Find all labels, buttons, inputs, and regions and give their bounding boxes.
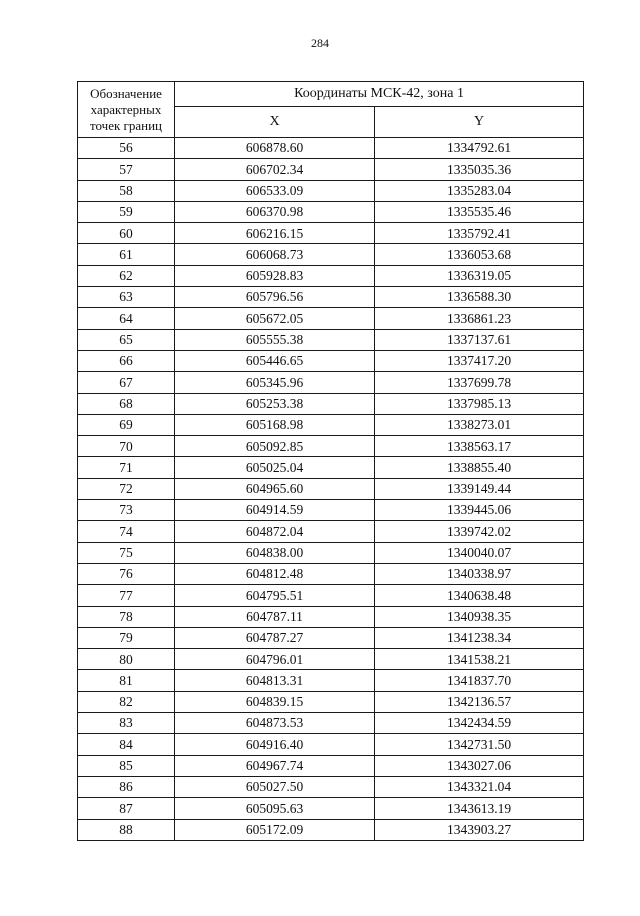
x-coordinate-cell: 604872.04 [175, 521, 375, 542]
table-row [78, 287, 584, 308]
table-row [78, 138, 584, 159]
y-coordinate-cell: 1342731.50 [375, 734, 584, 755]
table-row [78, 649, 584, 670]
table-row [78, 798, 584, 819]
y-coordinate-cell: 1336053.68 [375, 244, 584, 265]
y-coordinate-cell: 1340638.48 [375, 585, 584, 606]
table-body [78, 138, 584, 841]
x-coordinate-cell: 604812.48 [175, 563, 375, 584]
table-row [78, 159, 584, 180]
table-row [78, 627, 584, 648]
point-cell: 56 [78, 138, 175, 159]
table-row [78, 776, 584, 797]
table-row [78, 606, 584, 627]
x-column-header: X [175, 107, 375, 138]
x-coordinate-cell: 604967.74 [175, 755, 375, 776]
y-coordinate-cell: 1336588.30 [375, 287, 584, 308]
point-cell: 86 [78, 776, 175, 797]
x-coordinate-cell: 604914.59 [175, 500, 375, 521]
table-header [78, 82, 584, 138]
point-cell: 66 [78, 350, 175, 371]
y-coordinate-cell: 1341238.34 [375, 627, 584, 648]
table-row [78, 223, 584, 244]
table-row [78, 414, 584, 435]
x-coordinate-cell: 604795.51 [175, 585, 375, 606]
y-column-header: Y [375, 107, 584, 138]
point-cell: 84 [78, 734, 175, 755]
y-coordinate-cell: 1339149.44 [375, 478, 584, 499]
x-coordinate-cell: 605253.38 [175, 393, 375, 414]
y-coordinate-cell: 1343613.19 [375, 798, 584, 819]
y-coordinate-cell: 1335035.36 [375, 159, 584, 180]
table-row [78, 585, 584, 606]
x-coordinate-cell: 605092.85 [175, 436, 375, 457]
point-cell: 81 [78, 670, 175, 691]
table-row [78, 542, 584, 563]
y-coordinate-cell: 1342434.59 [375, 713, 584, 734]
table-row [78, 691, 584, 712]
point-cell: 65 [78, 329, 175, 350]
x-coordinate-cell: 605168.98 [175, 414, 375, 435]
point-cell: 68 [78, 393, 175, 414]
x-coordinate-cell: 604787.27 [175, 627, 375, 648]
table-row [78, 350, 584, 371]
x-coordinate-cell: 606068.73 [175, 244, 375, 265]
y-coordinate-cell: 1338563.17 [375, 436, 584, 457]
table-row [78, 670, 584, 691]
table-row [78, 244, 584, 265]
table-row [78, 734, 584, 755]
table-row [78, 265, 584, 286]
x-coordinate-cell: 606370.98 [175, 201, 375, 222]
y-coordinate-cell: 1340040.07 [375, 542, 584, 563]
table-row [78, 478, 584, 499]
points-column-header: Обозначение характерных точек границ [78, 82, 175, 138]
x-coordinate-cell: 604787.11 [175, 606, 375, 627]
y-coordinate-cell: 1339445.06 [375, 500, 584, 521]
y-coordinate-cell: 1342136.57 [375, 691, 584, 712]
point-cell: 74 [78, 521, 175, 542]
x-coordinate-cell: 606878.60 [175, 138, 375, 159]
point-cell: 57 [78, 159, 175, 180]
x-coordinate-cell: 604839.15 [175, 691, 375, 712]
point-cell: 59 [78, 201, 175, 222]
x-coordinate-cell: 605025.04 [175, 457, 375, 478]
y-coordinate-cell: 1337417.20 [375, 350, 584, 371]
point-cell: 58 [78, 180, 175, 201]
y-coordinate-cell: 1337137.61 [375, 329, 584, 350]
y-coordinate-cell: 1335792.41 [375, 223, 584, 244]
y-coordinate-cell: 1338855.40 [375, 457, 584, 478]
table-row [78, 563, 584, 584]
x-coordinate-cell: 605172.09 [175, 819, 375, 840]
table-row [78, 500, 584, 521]
y-coordinate-cell: 1335283.04 [375, 180, 584, 201]
point-cell: 82 [78, 691, 175, 712]
coordinates-table [77, 81, 584, 841]
x-coordinate-cell: 605027.50 [175, 776, 375, 797]
table-row [78, 819, 584, 840]
x-coordinate-cell: 605796.56 [175, 287, 375, 308]
point-cell: 79 [78, 627, 175, 648]
point-cell: 67 [78, 372, 175, 393]
x-coordinate-cell: 604873.53 [175, 713, 375, 734]
table-row [78, 393, 584, 414]
point-cell: 60 [78, 223, 175, 244]
table-row [78, 372, 584, 393]
point-cell: 75 [78, 542, 175, 563]
y-coordinate-cell: 1343321.04 [375, 776, 584, 797]
point-cell: 80 [78, 649, 175, 670]
table-row [78, 180, 584, 201]
table-row [78, 521, 584, 542]
table-row [78, 436, 584, 457]
y-coordinate-cell: 1338273.01 [375, 414, 584, 435]
x-coordinate-cell: 605928.83 [175, 265, 375, 286]
table-row [78, 308, 584, 329]
point-cell: 73 [78, 500, 175, 521]
x-coordinate-cell: 604796.01 [175, 649, 375, 670]
x-coordinate-cell: 605446.65 [175, 350, 375, 371]
y-coordinate-cell: 1341538.21 [375, 649, 584, 670]
y-coordinate-cell: 1336861.23 [375, 308, 584, 329]
point-cell: 64 [78, 308, 175, 329]
point-cell: 83 [78, 713, 175, 734]
point-cell: 62 [78, 265, 175, 286]
point-cell: 69 [78, 414, 175, 435]
x-coordinate-cell: 605672.05 [175, 308, 375, 329]
table-row [78, 201, 584, 222]
point-cell: 78 [78, 606, 175, 627]
y-coordinate-cell: 1343027.06 [375, 755, 584, 776]
x-coordinate-cell: 606216.15 [175, 223, 375, 244]
x-coordinate-cell: 606702.34 [175, 159, 375, 180]
x-coordinate-cell: 605555.38 [175, 329, 375, 350]
point-cell: 72 [78, 478, 175, 499]
y-coordinate-cell: 1340338.97 [375, 563, 584, 584]
point-cell: 63 [78, 287, 175, 308]
table-row [78, 755, 584, 776]
page-number: 284 [311, 36, 329, 50]
point-cell: 70 [78, 436, 175, 457]
x-coordinate-cell: 605095.63 [175, 798, 375, 819]
y-coordinate-cell: 1335535.46 [375, 201, 584, 222]
y-coordinate-cell: 1339742.02 [375, 521, 584, 542]
point-cell: 76 [78, 563, 175, 584]
point-cell: 61 [78, 244, 175, 265]
point-cell: 71 [78, 457, 175, 478]
y-coordinate-cell: 1334792.61 [375, 138, 584, 159]
y-coordinate-cell: 1340938.35 [375, 606, 584, 627]
table-row [78, 457, 584, 478]
y-coordinate-cell: 1343903.27 [375, 819, 584, 840]
x-coordinate-cell: 604965.60 [175, 478, 375, 499]
y-coordinate-cell: 1336319.05 [375, 265, 584, 286]
header-row-top [78, 82, 584, 107]
x-coordinate-cell: 604838.00 [175, 542, 375, 563]
x-coordinate-cell: 604813.31 [175, 670, 375, 691]
x-coordinate-cell: 605345.96 [175, 372, 375, 393]
x-coordinate-cell: 604916.40 [175, 734, 375, 755]
table-row [78, 713, 584, 734]
point-cell: 88 [78, 819, 175, 840]
y-coordinate-cell: 1337985.13 [375, 393, 584, 414]
point-cell: 85 [78, 755, 175, 776]
table-row [78, 329, 584, 350]
x-coordinate-cell: 606533.09 [175, 180, 375, 201]
y-coordinate-cell: 1337699.78 [375, 372, 584, 393]
point-cell: 77 [78, 585, 175, 606]
y-coordinate-cell: 1341837.70 [375, 670, 584, 691]
point-cell: 87 [78, 798, 175, 819]
coordinates-header: Координаты МСК-42, зона 1 [175, 82, 584, 107]
